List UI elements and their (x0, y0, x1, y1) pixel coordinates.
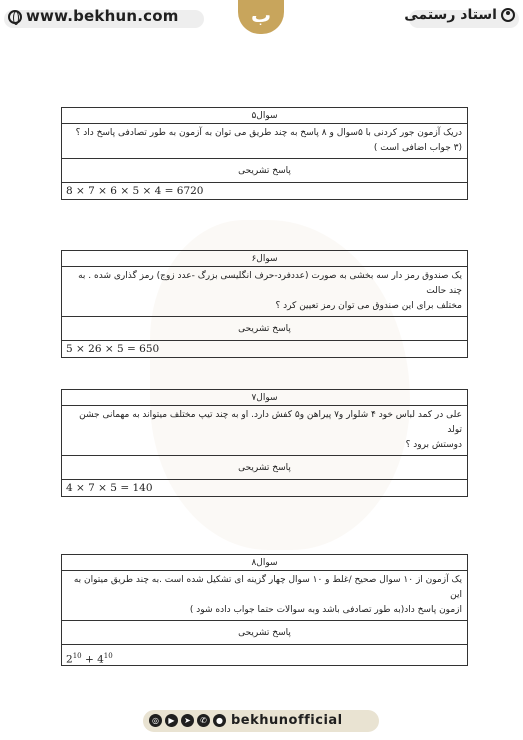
person-icon (501, 8, 515, 22)
question-text (62, 267, 467, 317)
answer-label: پاسخ تشریحی (62, 159, 467, 183)
youtube-icon[interactable]: ▶ (165, 714, 178, 727)
question-table (61, 389, 468, 497)
question-line: دریک آزمون جور کردنی با ۵سوال و ۸ پاسخ به چند طریق می توان به آزمون به طور تصادفی پاسخ داد ؟ (75, 128, 462, 138)
question-line: (۳ جواب اضافی است ) (373, 143, 462, 153)
question-line: علی در کمد لباس خود ۴ شلوار و۷ پیراهن و۵ کفش دارد. او به چند تیپ مختلف میتواند به مهمانی جشن تولد (79, 410, 462, 435)
site-url[interactable]: www.bekhun.com (26, 7, 179, 25)
aparat-icon[interactable]: ● (213, 714, 226, 727)
question-line: ازمون پاسخ داد(به طور تصادفی باشد وبه سوالات حتما جواب داده شود ) (189, 605, 462, 615)
whatsapp-icon[interactable]: ✆ (197, 714, 210, 727)
instagram-icon[interactable]: ◎ (149, 714, 162, 727)
answer-label: پاسخ تشریحی (62, 621, 467, 645)
question-line: مختلف برای این صندوق می توان رمز تعیین کرد ؟ (275, 301, 462, 311)
teacher-label: استاد رستمی (404, 7, 497, 23)
social-handle[interactable]: bekhunofficial (231, 713, 343, 728)
answer-formula: 5 × 26 × 5 = 650 (66, 343, 160, 355)
page-header (0, 0, 523, 40)
answer-formula (62, 645, 467, 665)
telegram-icon[interactable]: ➤ (181, 714, 194, 727)
question-text (62, 406, 467, 456)
question-title: سوال۸ (62, 555, 467, 571)
social-icons (149, 714, 229, 728)
question-table (61, 107, 468, 200)
question-title: سوال۶ (62, 251, 467, 267)
formula-exponent: 10 (72, 652, 82, 660)
question-title: سوال۵ (62, 108, 467, 124)
answer-label: پاسخ تشریحی (62, 456, 467, 480)
answer-formula: 8 × 7 × 6 × 5 × 4 = 6720 (66, 185, 204, 197)
formula-base: 4 (97, 653, 104, 666)
question-text (62, 571, 467, 621)
question-table (61, 554, 468, 666)
teacher-name (404, 7, 515, 23)
formula-exponent: 10 (103, 652, 113, 660)
answer-formula: 4 × 7 × 5 = 140 (66, 482, 153, 494)
site-link[interactable] (8, 7, 179, 25)
answer-label: پاسخ تشریحی (62, 317, 467, 341)
question-line: یک صندوق رمز دار سه بخشی به صورت (عددفرد-حرف انگلیسی بزرگ -عدد زوج) رمز گذاری شده . به چند حالت (78, 271, 462, 296)
formula-base: 2 (66, 653, 73, 666)
footer-bar (143, 710, 379, 732)
question-line: یک آزمون از ۱۰ سوال صحیح /غلط و ۱۰ سوال چهار گزینه ای تشکیل شده است .به چند طریق میتوان به این (73, 575, 462, 600)
question-line: دوستش برود ؟ (405, 440, 462, 450)
question-table (61, 250, 468, 358)
globe-icon (8, 10, 22, 24)
question-text (62, 124, 467, 159)
question-title: سوال۷ (62, 390, 467, 406)
formula-operator: + (81, 653, 98, 666)
brand-logo: ب (238, 0, 284, 34)
